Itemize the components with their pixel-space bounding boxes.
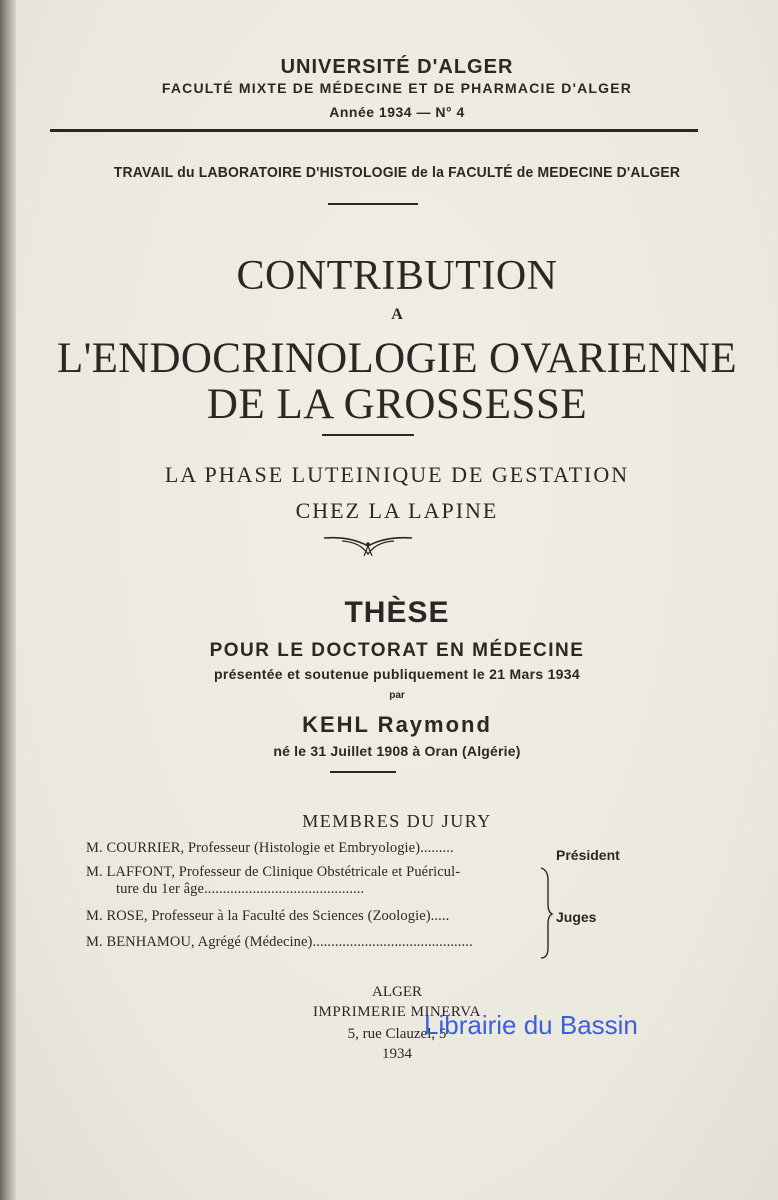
laboratory-line: TRAVAIL du LABORATOIRE D'HISTOLOGIE de la FACULTÉ de MEDECINE D'ALGER <box>113 164 681 181</box>
subtitle-line-1: LA PHASE LUTEINIQUE DE GESTATION <box>164 462 630 487</box>
president-label: Président <box>556 847 620 863</box>
jury-member-3 <box>86 908 449 925</box>
thesis-degree: POUR LE DOCTORAT EN MÉDECINE <box>209 640 585 661</box>
title-line-1: CONTRIBUTION <box>236 253 558 299</box>
thesis-by: par <box>389 690 405 701</box>
jury-member-text: M. ROSE, Professeur à la Faculté des Sciences (Zoologie) <box>86 908 431 924</box>
publisher-printer: IMPRIMERIE MINERVA <box>313 1004 481 1020</box>
header-rule <box>50 129 698 132</box>
title-rule <box>322 434 414 436</box>
title-page <box>16 0 778 1200</box>
title-line-3: L'ENDOCRINOLOGIE OVARIENNE <box>57 335 737 382</box>
book-binding-shadow <box>0 0 16 1200</box>
publication-year: 1934 <box>382 1046 412 1062</box>
leader-dots: ........................................... <box>312 934 473 950</box>
publisher-city: ALGER <box>372 984 422 1000</box>
jury-member-1 <box>86 840 454 857</box>
year-number: Année 1934 — N° 4 <box>329 104 465 120</box>
university-name: UNIVERSITÉ D'ALGER <box>280 56 514 78</box>
jury-member-text: M. LAFFONT, Professeur de Clinique Obstétricale et Puéricul- <box>86 864 461 880</box>
author-rule <box>330 771 396 773</box>
leader-dots: ........................................... <box>204 881 365 897</box>
author-name: KEHL Raymond <box>302 712 492 737</box>
title-line-2: A <box>391 306 403 323</box>
judges-label: Juges <box>556 909 597 925</box>
leader-dots: ......... <box>420 840 454 856</box>
faculty-name: FACULTÉ MIXTE DE MÉDECINE ET DE PHARMACIE D'ALGER <box>161 80 633 96</box>
author-birth: né le 31 Juillet 1908 à Oran (Algérie) <box>273 743 521 759</box>
publisher-address: 5, rue Clauzel, 5 <box>347 1026 447 1042</box>
title-line-4: DE LA GROSSESSE <box>206 381 588 428</box>
jury-member-text: M. BENHAMOU, Agrégé (Médecine) <box>86 934 313 950</box>
ornament-icon <box>320 532 416 560</box>
jury-member-2-continued <box>116 881 364 898</box>
jury-member-text: M. COURRIER, Professeur (Histologie et Embryologie) <box>86 840 421 856</box>
jury-member-4 <box>86 934 473 951</box>
thesis-presented: présentée et soutenue publiquement le 21 Mars 1934 <box>214 666 580 682</box>
leader-dots: ..... <box>430 908 450 924</box>
short-rule <box>328 203 418 205</box>
jury-heading: MEMBRES DU JURY <box>302 811 492 831</box>
thesis-heading: THÈSE <box>344 596 450 629</box>
judges-brace-icon <box>538 866 554 960</box>
bookseller-watermark: Librairie du Bassin <box>424 1010 638 1040</box>
jury-member-text: ture du 1er âge <box>116 881 205 897</box>
subtitle-line-2: CHEZ LA LAPINE <box>295 498 499 523</box>
jury-member-2 <box>86 864 460 881</box>
